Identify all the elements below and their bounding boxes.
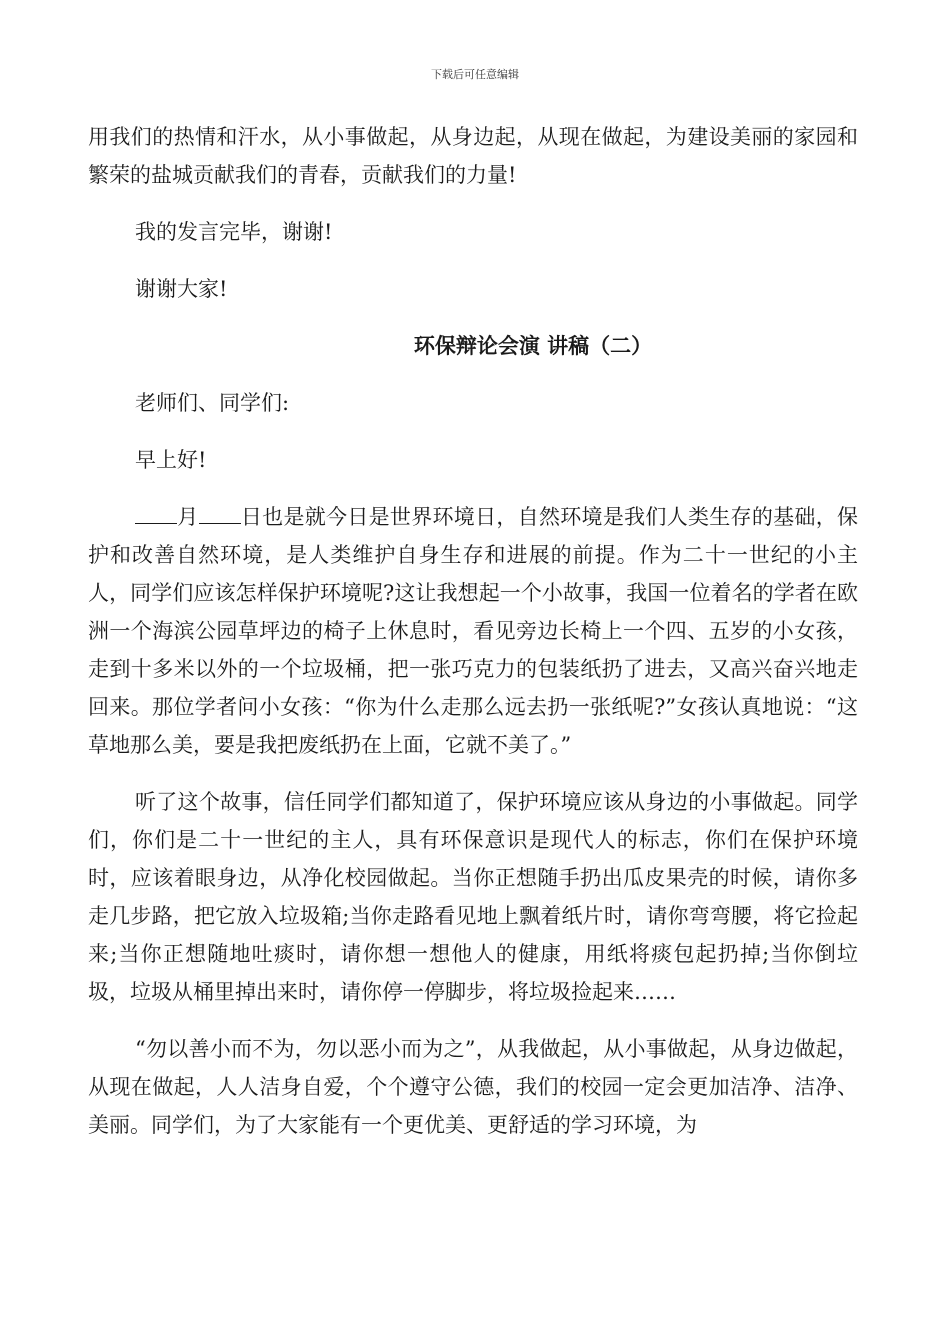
text-month: 月: [177, 505, 199, 529]
blank-line-day: [199, 501, 241, 524]
header-note: 下载后可任意编辑: [431, 68, 519, 81]
paragraph-greeting: 早上好!: [135, 448, 207, 472]
paragraph-call-to-action: “勿以善小而不为，勿以恶小而为之”，从我做起，从小事做起，从身边做起，从现在做起，人人洁身自爱，个个遵守公德，我们的校园一定会更加洁净、洁净、美丽。同学们，为了大家能有一个更优美、更舒适的学习环境，为: [88, 1037, 858, 1137]
paragraph-advice: 听了这个故事，信任同学们都知道了，保护环境应该从身边的小事做起。同学们，你们是二十一世纪的主人，具有环保意识是现代人的标志，你们在保护环境时，应该着眼身边，从净化校园做起。当你正想随手扔出瓜皮果壳的时候，请你多走几步路，把它放入垃圾箱;当你走路看见地上飘着纸片时，请你弯弯腰，将它捡起来;当你正想随地吐痰时，请你想一想他人的健康，用纸将痰包起扔掉;当你倒垃圾，垃圾从桶里掉出来时，请你停一停脚步，将垃圾捡起来……: [88, 790, 858, 1004]
paragraph-salutation: 老师们、同学们:: [135, 391, 290, 415]
document-body: [88, 118, 858, 1144]
blank-line-month: [135, 501, 177, 524]
paragraph-thanks: 谢谢大家!: [135, 277, 228, 301]
text-story: 日也是就今日是世界环境日，自然环境是我们人类生存的基础，保护和改善自然环境，是人类维护自身生存和进展的前提。作为二十一世纪的小主人，同学们应该怎样保护环境呢?这让我想起一个小故事，我国一位着名的学者在欧洲一个海滨公园草坪边的椅子上休息时，看见旁边长椅上一个四、五岁的小女孩，走到十多米以外的一个垃圾桶，把一张巧克力的包装纸扔了进去，又高兴奋兴地走回来。那位学者问小女孩：“你为什么走那么远去扔一张纸呢?”女孩认真地说：“这草地那么美，要是我把废纸扔在上面，它就不美了。”: [88, 505, 859, 757]
paragraph-closing-appeal: 用我们的热情和汗水，从小事做起，从身边起，从现在做起，为建设美丽的家园和繁荣的盐城贡献我们的青春，贡献我们的力量!: [88, 125, 858, 187]
section-heading: 环保辩论会演 讲稿（二）: [413, 334, 653, 358]
paragraph-story: [88, 498, 858, 764]
paragraph-speech-end: 我的发言完毕，谢谢!: [135, 220, 333, 244]
